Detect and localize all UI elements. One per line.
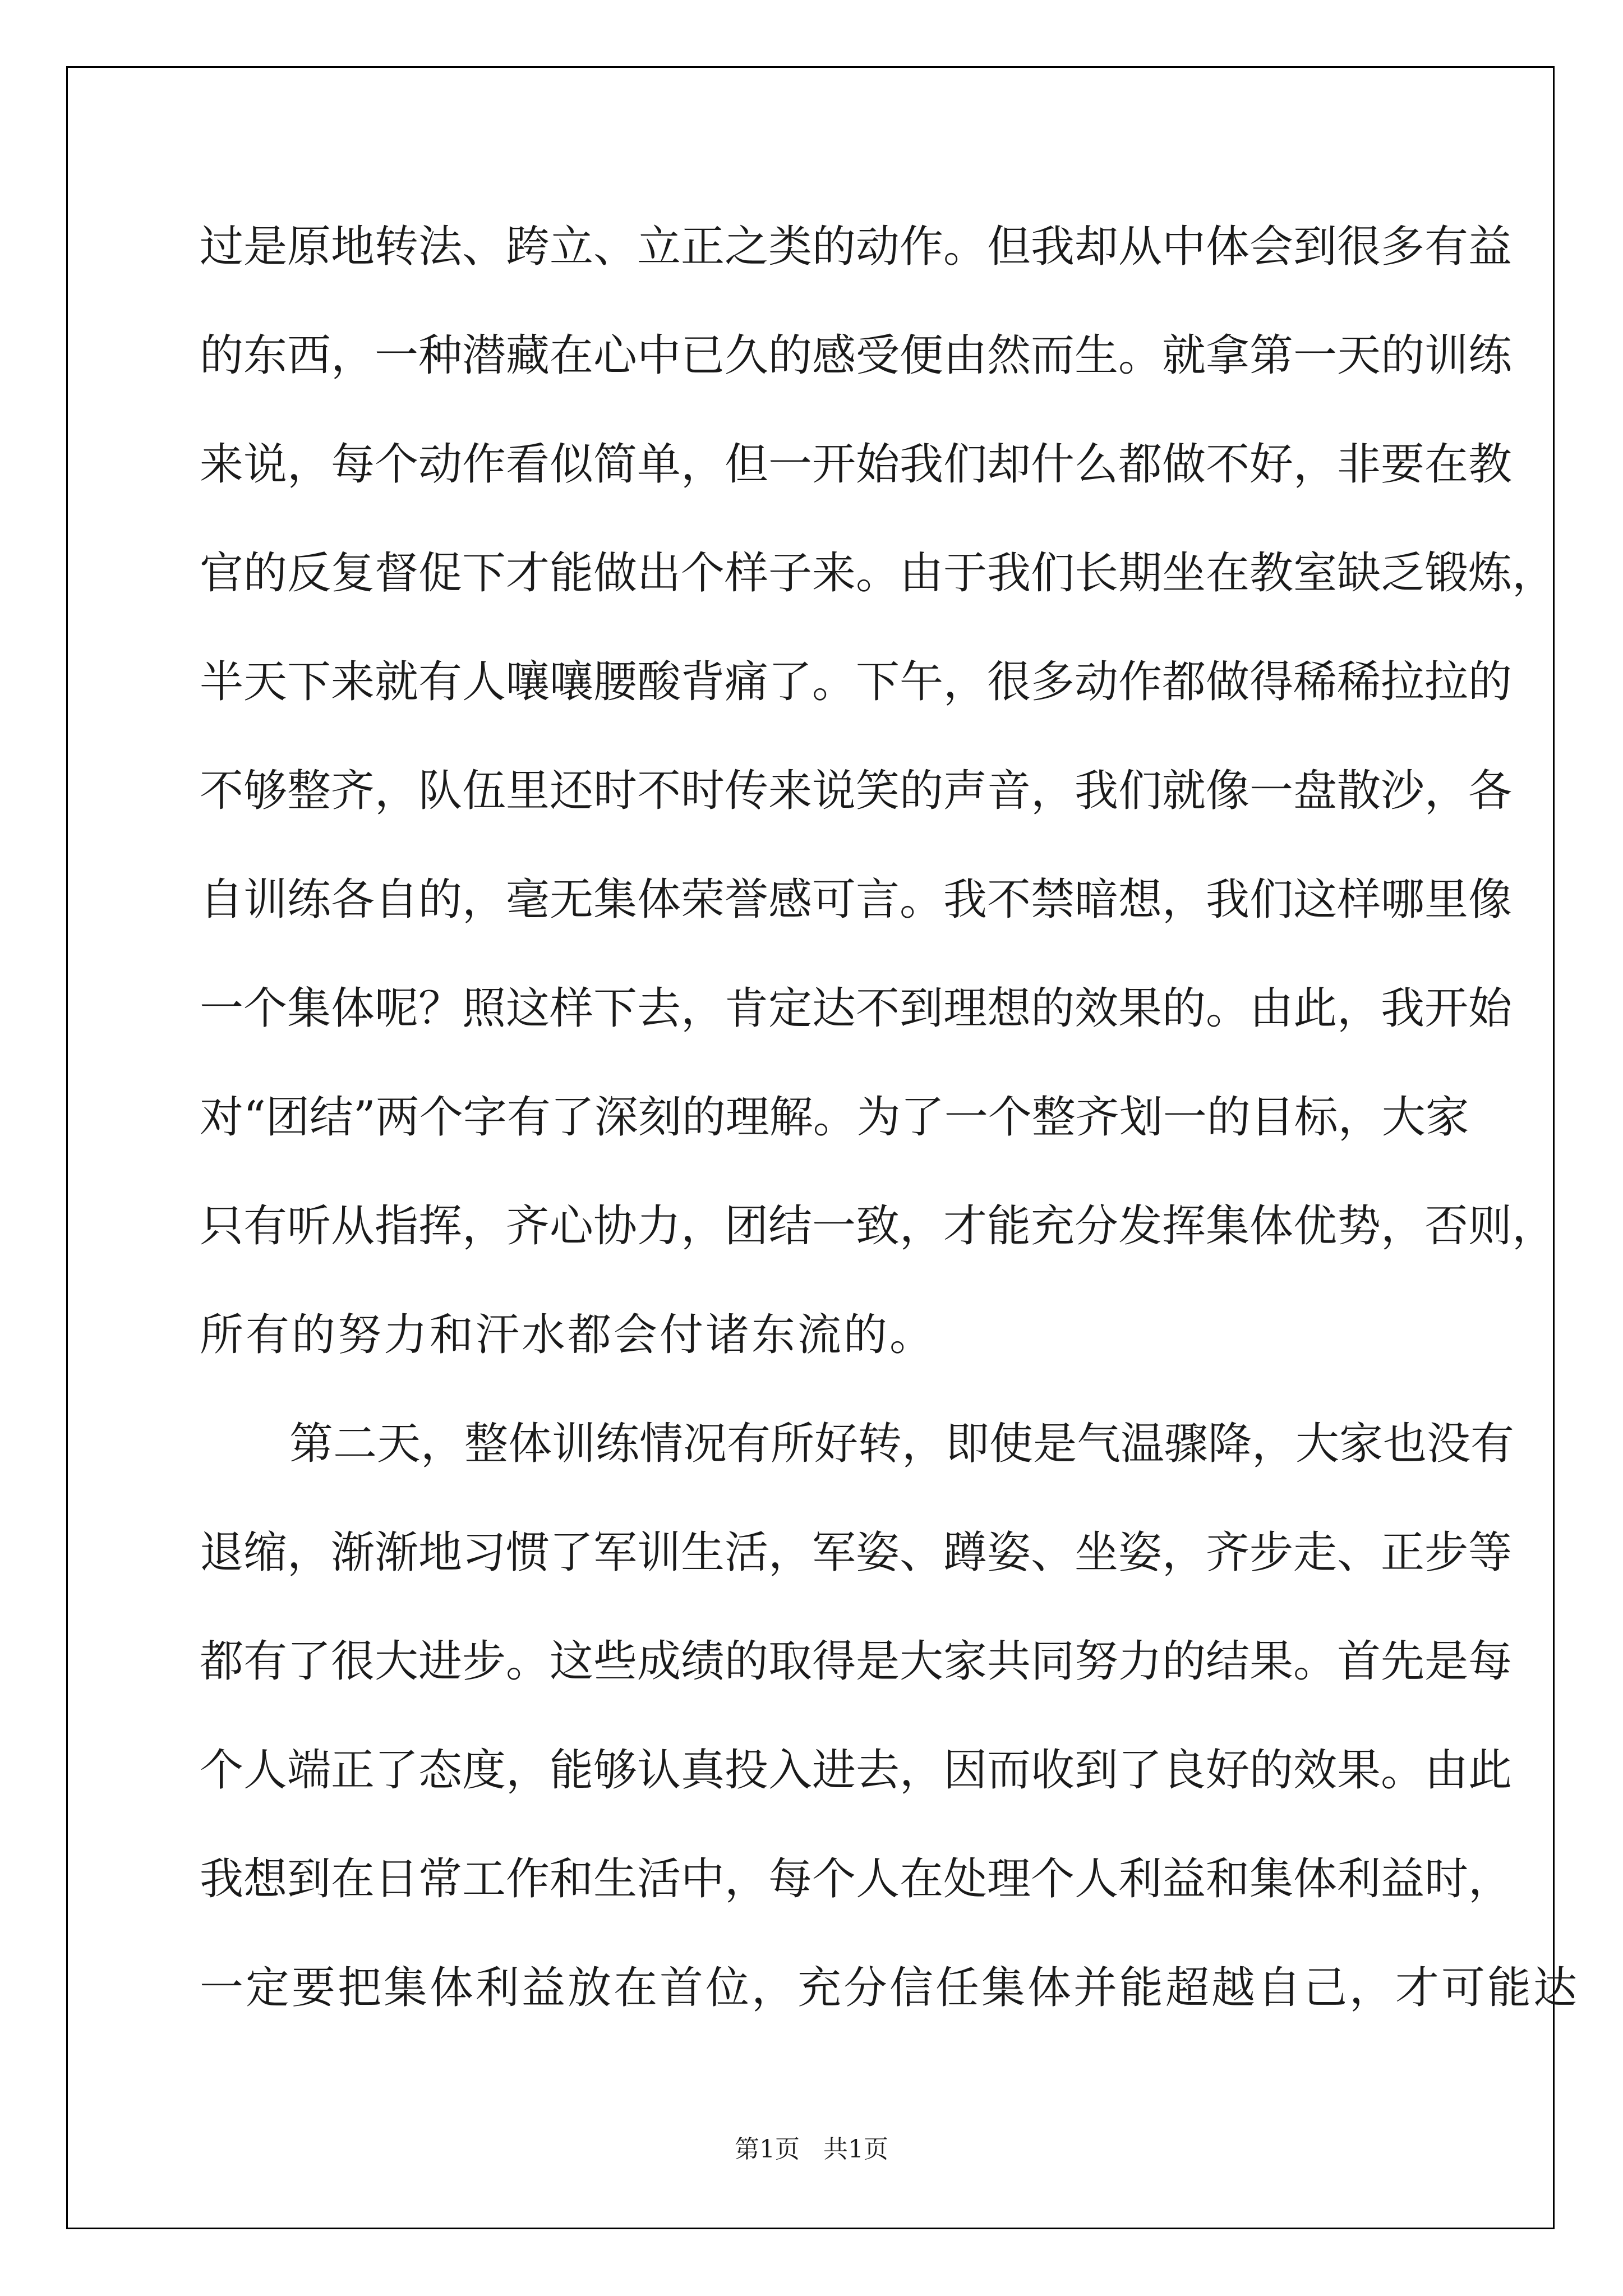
text-line: 一定要把集体利益放在首位，充分信任集体并能超越自己，才可能达 (200, 1963, 1580, 2013)
text-line: 一个集体呢？照这样下去，肯定达不到理想的效果的。由此，我开始 (200, 983, 1513, 1034)
page-footer: 第1页 共1页 (735, 2135, 888, 2164)
text-line: 自训练各自的，毫无集体荣誉感可言。我不禁暗想，我们这样哪里像 (200, 875, 1513, 925)
text-line: 的东西，一种潜藏在心中已久的感受便由然而生。就拿第一天的训练 (200, 330, 1513, 381)
text-line: 都有了很大进步。这些成绩的取得是大家共同努力的结果。首先是每 (200, 1636, 1513, 1687)
text-line: 第二天，整体训练情况有所好转，即使是气温骤降，大家也没有 (289, 1419, 1515, 1469)
text-line: 对“团结”两个字有了深刻的理解。为了一个整齐划一的目标，大家 (200, 1092, 1469, 1143)
text-line: 官的反复督促下才能做出个样子来。由于我们长期坐在教室缺乏锻炼， (200, 548, 1556, 599)
text-line: 个人端正了态度，能够认真投入进去，因而收到了良好的效果。由此 (200, 1745, 1513, 1796)
text-line: 所有的努力和汗水都会付诸东流的。 (200, 1310, 936, 1360)
text-line: 只有听从指挥，齐心协力，团结一致，才能充分发挥集体优势，否则， (200, 1201, 1556, 1251)
text-line: 来说，每个动作看似简单，但一开始我们却什么都做不好，非要在教 (200, 439, 1513, 490)
text-line: 半天下来就有人嚷嚷腰酸背痛了。下午，很多动作都做得稀稀拉拉的 (200, 657, 1513, 707)
text-line: 不够整齐，队伍里还时不时传来说笑的声音，我们就像一盘散沙，各 (200, 766, 1513, 816)
document-body (200, 213, 1580, 2063)
text-line: 我想到在日常工作和生活中，每个人在处理个人利益和集体利益时， (200, 1854, 1513, 1904)
text-line: 退缩，渐渐地习惯了军训生活，军姿、蹲姿、坐姿，齐步走、正步等 (200, 1527, 1513, 1578)
text-line: 过是原地转法、跨立、立正之类的动作。但我却从中体会到很多有益 (200, 222, 1513, 272)
